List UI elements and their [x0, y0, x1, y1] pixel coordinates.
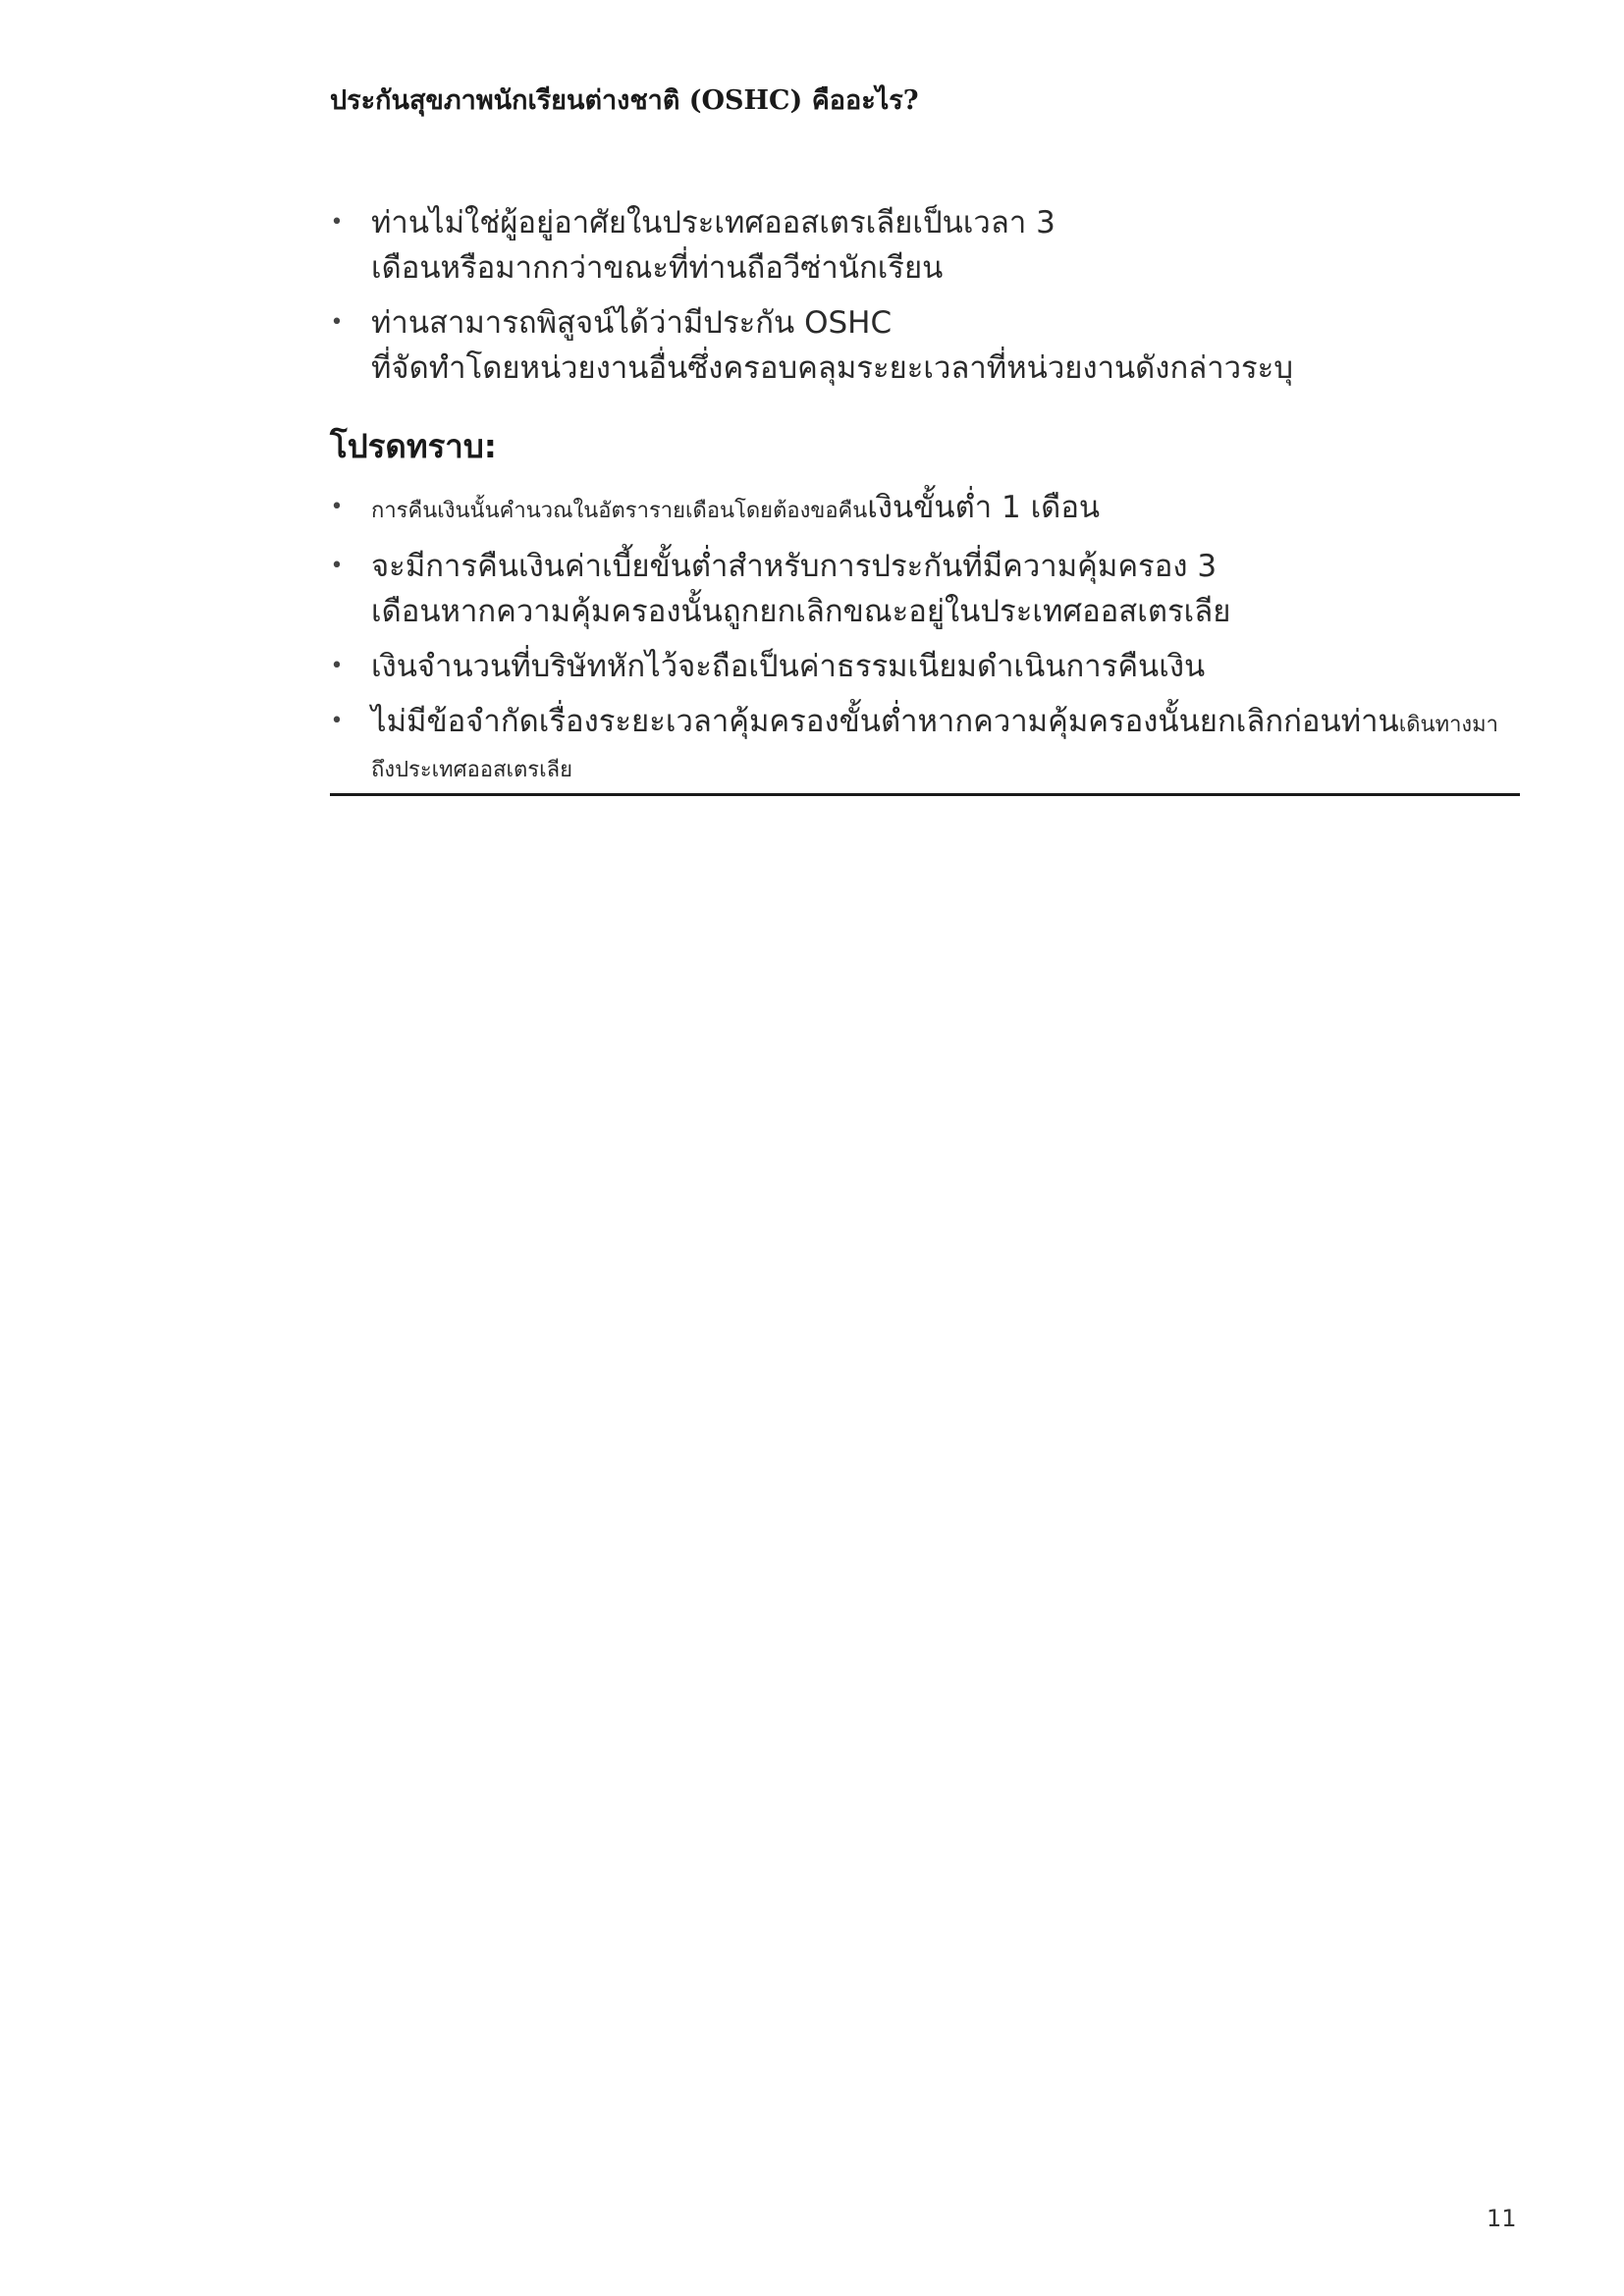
list-item-text: เงินจำนวนที่บริษัทหักไว้จะถือเป็นค่าธรรมเนียมดำเนินการคืนเงิน [371, 649, 1206, 684]
section-heading: โปรดทราบ: [330, 427, 497, 465]
list-item-small-text: เดินทางมา [1398, 713, 1499, 737]
list-item-small-text: การคืนเงินนั้นคำนวณในอัตรารายเดือนโดยต้องขอคืน [371, 499, 868, 523]
bullet-icon: • [330, 210, 344, 235]
list-item-text [371, 485, 1520, 534]
list-item-text: ท่านไม่ใช่ผู้อยู่อาศัยในประเทศออสเตรเลียเป็นเวลา 3 [371, 205, 1056, 240]
list-item-text: ท่านสามารถพิสูจน์ได้ว่ามีประกัน OSHC [371, 305, 893, 341]
list-item-large-text: เงินขั้นต่ำ 1 เดือน [867, 490, 1101, 525]
notes-list [330, 485, 1520, 803]
page-number: 11 [1487, 2205, 1517, 2232]
page-title: ประกันสุขภาพนักเรียนต่างชาติ (OSHC) คืออะไร? [330, 85, 919, 116]
list-item-text: เดือนหรือมากกว่าขณะที่ท่านถือวีซ่านักเรียน [371, 250, 944, 286]
list-item [330, 699, 1520, 793]
list-item [330, 485, 1520, 534]
bullet-icon: • [330, 654, 344, 678]
list-item-text: จะมีการคืนเงินค่าเบี้ยขั้นต่ำสำหรับการประกันที่มีความคุ้มครอง 3 [371, 549, 1218, 584]
conditions-list [330, 200, 1520, 400]
list-item [330, 644, 1520, 689]
list-item [330, 300, 1520, 391]
list-item-text: ถึงประเทศออสเตรเลีย [371, 758, 573, 782]
list-item-text: ที่จัดทำโดยหน่วยงานอื่นซึ่งครอบคลุมระยะเวลาที่หน่วยงานดังกล่าวระบุ [371, 350, 1294, 386]
bullet-icon: • [330, 310, 344, 335]
bullet-icon: • [330, 554, 344, 578]
bullet-icon: • [330, 495, 344, 519]
list-item-text: เดือนหากความคุ้มครองนั้นถูกยกเลิกขณะอยู่ในประเทศออสเตรเลีย [371, 594, 1231, 629]
list-item [330, 544, 1520, 634]
bullet-icon: • [330, 709, 344, 733]
list-item [330, 200, 1520, 291]
list-item-large-text: ไม่มีข้อจำกัดเรื่องระยะเวลาคุ้มครองขั้นต่ำหากความคุ้มครองนั้นยกเลิกก่อนท่าน [371, 704, 1399, 739]
section-divider [330, 793, 1520, 796]
list-item-text [371, 699, 1520, 748]
